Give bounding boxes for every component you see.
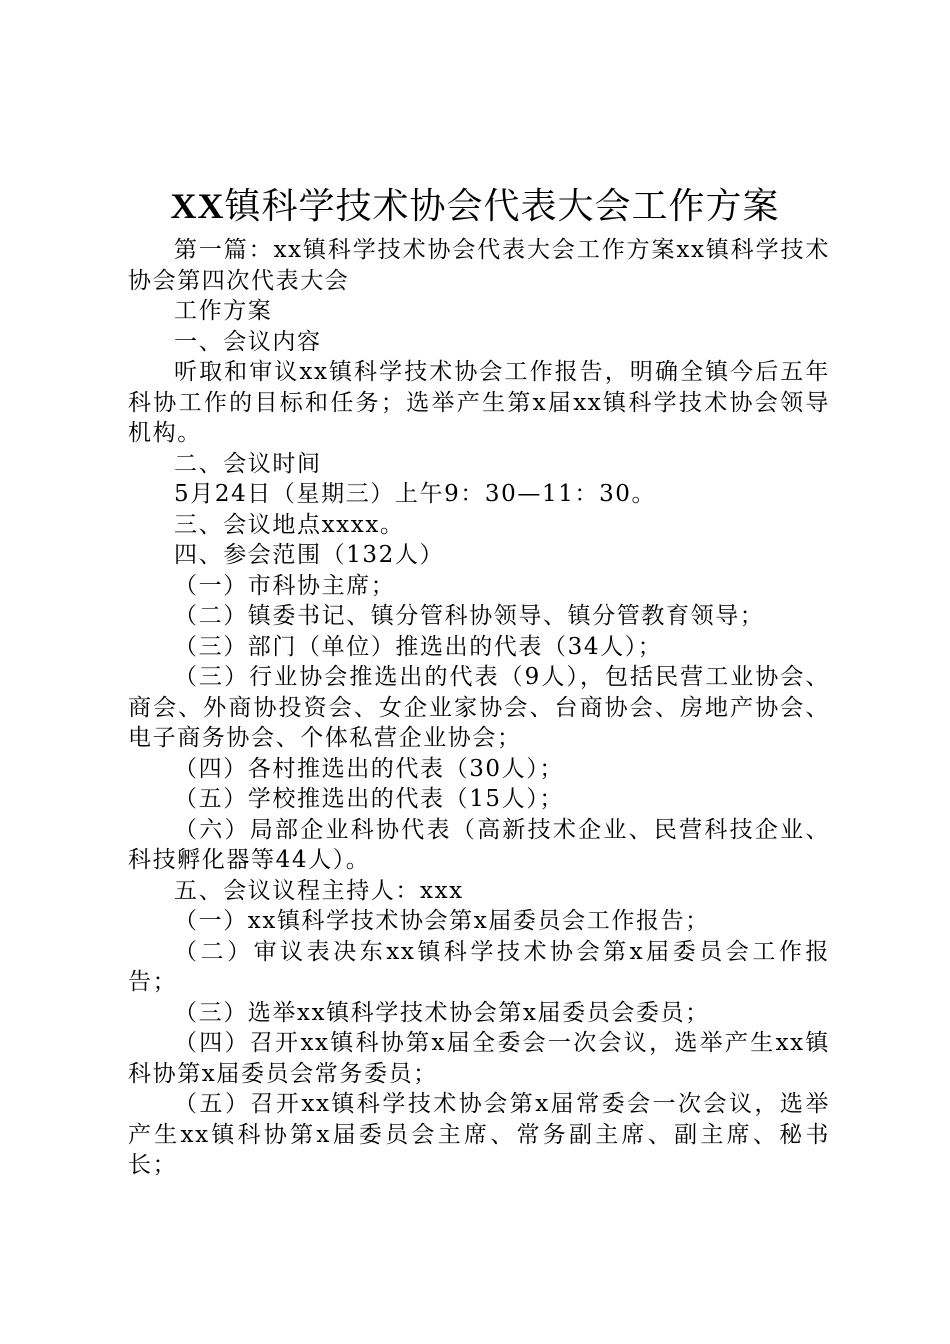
list-item: （五）学校推选出的代表（15人）； — [174, 786, 564, 812]
list-item: （二）审议表决东xx镇科学技术协会第x届委员会工作报告； — [128, 938, 830, 995]
list-item: （三）部门（单位）推选出的代表（34人）； — [174, 633, 663, 660]
section-heading: 三、会议地点xxxx。 — [174, 511, 405, 538]
document-body — [128, 235, 830, 1181]
list-item: （一）市科协主席； — [174, 572, 396, 599]
document-title — [0, 180, 950, 233]
list-item: （四）各村推选出的代表（30人）； — [174, 755, 564, 782]
paragraph: 听取和审议xx镇科学技术协会工作报告，明确全镇今后五年科协工作的目标和任务；选举产生第x届xx镇科学技术协会领导机构。 — [128, 359, 830, 446]
section-heading: 五、会议议程主持人：xxx — [174, 877, 464, 904]
section-heading: 一、会议内容 — [174, 328, 322, 355]
list-item: （二）镇委书记、镇分管科协领导、镇分管教育领导； — [174, 603, 765, 629]
list-item: （四）召开xx镇科协第x届全委会一次会议，选举产生xx镇科协第x届委员会常务委员； — [128, 1030, 830, 1087]
list-item: （三）行业协会推选出的代表（9人），包括民营工业协会、商会、外商协投资会、女企业家协会、台商协会、房地产协会、电子商务协会、个体私营企业协会； — [128, 664, 830, 751]
list-item: （三）选举xx镇科学技术协会第x届委员会委员； — [174, 999, 710, 1026]
title-prefix: XX — [170, 186, 225, 226]
paragraph: 工作方案 — [174, 298, 273, 324]
list-item: （一）xx镇科学技术协会第x届委员会工作报告； — [174, 908, 710, 934]
paragraph: 第一篇：xx镇科学技术协会代表大会工作方案xx镇科学技术协会第四次代表大会 — [128, 237, 830, 294]
title-text: 镇科学技术协会代表大会工作方案 — [224, 186, 780, 227]
section-heading: 四、参会范围（132人） — [174, 542, 445, 568]
list-item: （六）局部企业科协代表（高新技术企业、民营科技企业、科技孵化器等44人）。 — [128, 816, 830, 873]
list-item: （五）召开xx镇科学技术协会第x届常委会一次会议，选举产生xx镇科协第x届委员会主席、常务副主席、副主席、秘书长； — [128, 1091, 830, 1178]
section-heading: 二、会议时间 — [174, 450, 322, 477]
paragraph: 5月24日（星期三）上午9：30—11：30。 — [174, 481, 657, 507]
